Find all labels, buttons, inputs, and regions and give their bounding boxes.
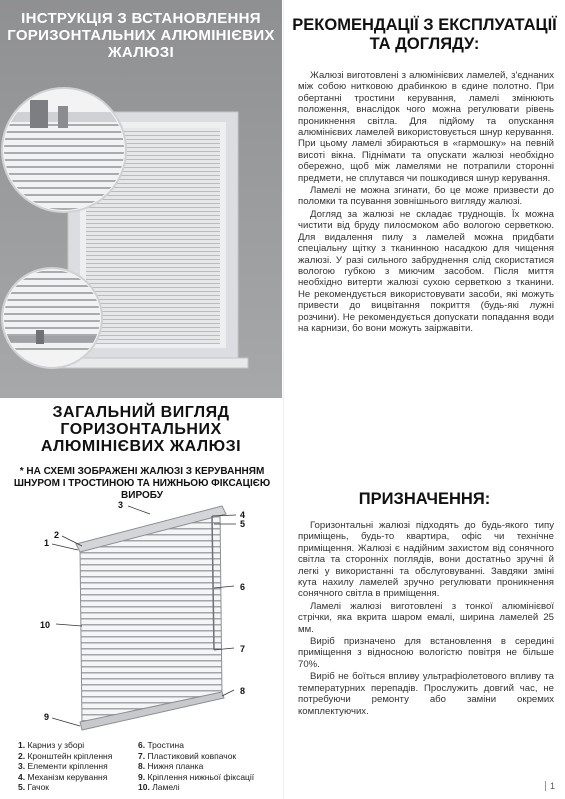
diagram-label-3: 3 [118, 500, 124, 510]
diagram-label-4: 4 [240, 510, 246, 520]
left-column [0, 0, 282, 799]
diagram-label-5: 5 [240, 519, 246, 529]
legend-item: 7. Пластиковий ковпачок [138, 750, 237, 761]
diagram-label-2: 2 [54, 530, 60, 540]
purpose-title: ПРИЗНАЧЕННЯ: [358, 490, 491, 508]
purpose-paragraph: Виріб не боїться впливу ультрафіолетового впливу та температурних перепадів. Прослужить довгий час, не потребуючи ремонту або заміни окремих комплектуючих. [298, 671, 554, 717]
care-paragraph: Жалюзі виготовлені з алюмінієвих ламелей, з'єднаних між собою нитковою драбинкою в єдине полотно. При обертанні тростини керування, ламелі змінюють положення, внаслідок чого можна регулювати рівень проникнення світла. Для підйому та опускання алюмінієвих ламелей використовується шнур керування. При цьому ламелі збираються в «гармошку» на певній висоті вікна. Піднімати та опускати жалюзі необхідно обережно, щоб між ламелями не потрапили сторонні предмети, не сплутався чи пошкодився шнур керування. [298, 70, 554, 184]
purpose-paragraph: Ламелі жалюзі виготовлені з тонкої алюмінієвої стрічки, яка вкрита шаром емалі, ширина ламелей 25 мм. [298, 600, 554, 635]
blinds-diagram [0, 500, 282, 740]
care-paragraph: Догляд за жалюзі не складає труднощів. Їх можна чистити від бруду пилосмоком або вологою серветкою. Для видалення пилу з ламелей можна придбати спеціальну щітку з тканинною насадкою для чищення жалюзі. У разі сильного забруднення слід скористатися вологою губкою з миючим засобом. Після миття необхідно витерти жалюзі сухою серветкою з тканини. Не рекомендується використовувати засоби, які можуть привести до вицвітання покриття (будь-які лужні розчини). Не рекомендується допускати попадання води на карнизи, бо вони можуть заіржавіти. [298, 208, 554, 334]
general-view-title: ЗАГАЛЬНИЙ ВИГЛЯД ГОРИЗОНТАЛЬНИХ АЛЮМІНІЄВИХ ЖАЛЮЗІ [40, 404, 242, 455]
legend-item: 4. Механізм керування [18, 771, 108, 782]
page-number: 1 [545, 781, 555, 791]
diagram-label-1: 1 [44, 538, 50, 548]
care-paragraph: Ламелі не можна згинати, бо це може призвести до поломки та псування зовнішнього вигляду жалюзі. [298, 185, 554, 208]
legend-item: 5. Гачок [18, 782, 50, 792]
legend-item: 3. Елементи кріплення [18, 761, 108, 771]
hero-panel [0, 0, 282, 398]
diagram-label-7: 7 [240, 644, 246, 654]
care-title: РЕКОМЕНДАЦІЇ З ЕКСПЛУАТАЦІЇ ТА ДОГЛЯДУ: [292, 16, 557, 53]
legend-item: 8. Нижня планка [138, 761, 204, 771]
legend-item: 2. Кронштейн кріплення [18, 750, 113, 761]
hero-title: ІНСТРУКЦІЯ З ВСТАНОВЛЕННЯ ГОРИЗОНТАЛЬНИХ АЛЮМІНІЄВИХ ЖАЛЮЗІ [7, 10, 275, 61]
care-text [298, 70, 554, 335]
right-column [284, 0, 565, 799]
purpose-text [298, 520, 554, 718]
legend-item: 6. Тростина [138, 740, 184, 750]
legend-item: 10. Ламелі [138, 782, 180, 792]
purpose-paragraph: Виріб призначено для встановлення в середині приміщення з відносною вологістю повітря не більше 70%. [298, 636, 554, 670]
diagram-label-10: 10 [40, 620, 51, 630]
legend-column-1 [18, 740, 112, 793]
general-view-note: * НА СХЕМІ ЗОБРАЖЕНІ ЖАЛЮЗІ З КЕРУВАННЯМ ШНУРОМ І ТРОСТИНОЮ ТА НИЖНЬОЮ ФІКСАЦІЄЮ ВИРОБУ [13, 466, 271, 501]
diagram-label-9: 9 [44, 712, 50, 722]
purpose-paragraph: Горизонтальні жалюзі підходять до будь-якого типу приміщень, будь-то квартира, офіс чи технічне приміщення. Жалюзі є надійним захистом від сонячного світла та сторонніх поглядів, вони достатньо зручні й легкі у використанні та обслуговуванні. Завдяки зміні кута нахилу ламелей зручно регулювати проникнення сонячного світла в приміщення. [298, 520, 554, 600]
diagram-label-6: 6 [240, 582, 246, 592]
diagram-label-8: 8 [240, 686, 246, 696]
legend-item: 9. Кріплення нижньої фіксації [138, 771, 255, 782]
legend-column-2 [138, 740, 254, 793]
legend-item: 1. Карниз у зборі [18, 740, 85, 750]
